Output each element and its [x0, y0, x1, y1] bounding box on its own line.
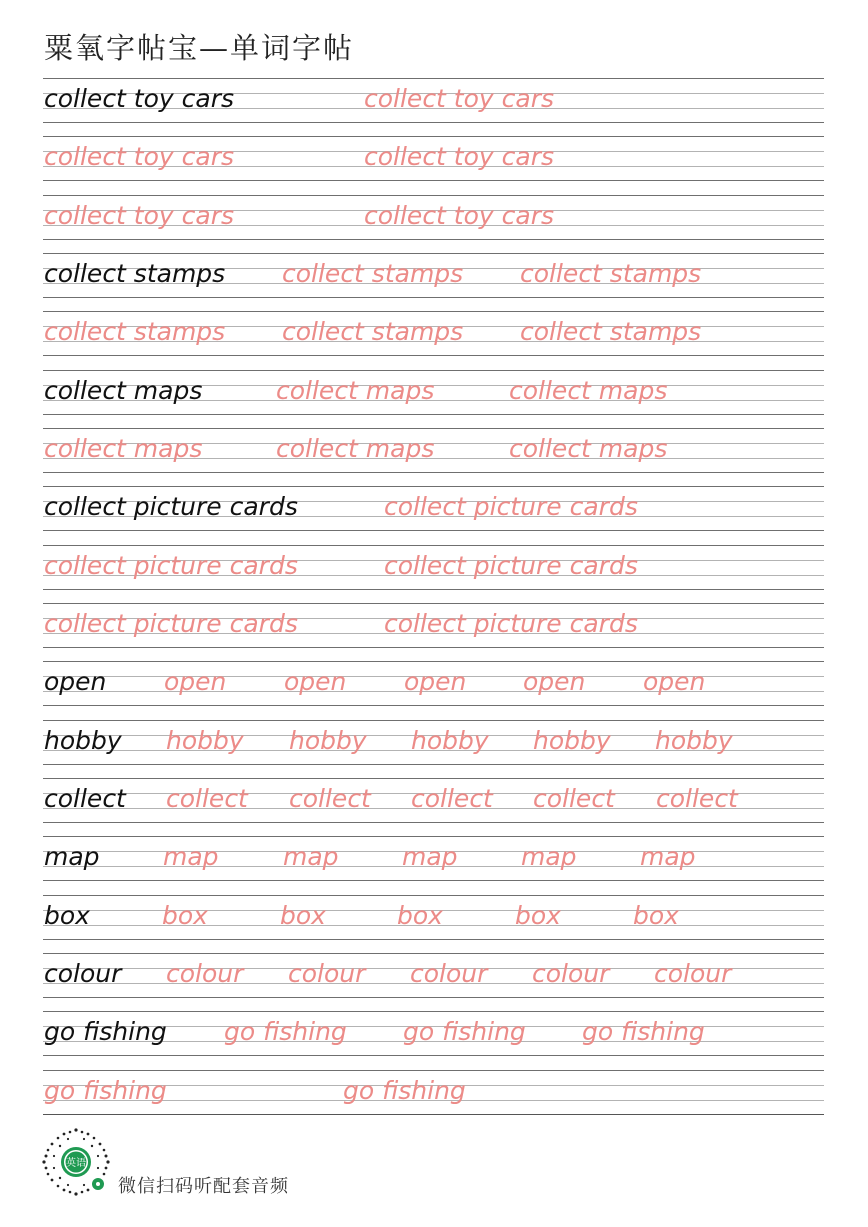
- trace-word: open: [164, 667, 227, 697]
- trace-word: collect picture cards: [44, 608, 298, 638]
- practice-row: [0, 253, 868, 311]
- trace-word: box: [280, 900, 326, 930]
- model-word: collect stamps: [44, 258, 226, 288]
- guide-line: [43, 472, 824, 473]
- trace-word: collect picture cards: [384, 550, 638, 580]
- trace-word: map: [402, 842, 458, 872]
- trace-word: collect maps: [509, 433, 668, 463]
- practice-row: [0, 78, 868, 136]
- trace-word: collect stamps: [520, 317, 702, 347]
- trace-word: collect picture cards: [384, 492, 638, 522]
- trace-word: open: [284, 667, 347, 697]
- trace-word: hobby: [533, 725, 611, 755]
- practice-row: [0, 661, 868, 719]
- guide-line: [43, 545, 824, 546]
- trace-word: map: [521, 842, 577, 872]
- trace-word: map: [640, 842, 696, 872]
- trace-word: collect toy cars: [364, 142, 555, 172]
- trace-word: map: [283, 842, 339, 872]
- model-word: collect: [44, 783, 126, 813]
- guide-line: [43, 997, 824, 998]
- guide-line: [43, 311, 824, 312]
- guide-line: [43, 880, 824, 881]
- trace-word: collect maps: [276, 375, 435, 405]
- trace-word: collect stamps: [282, 258, 464, 288]
- guide-line: [43, 78, 824, 79]
- practice-row: [0, 195, 868, 253]
- trace-word: open: [643, 667, 706, 697]
- guide-line: [43, 414, 824, 415]
- trace-word: colour: [288, 958, 366, 988]
- trace-word: colour: [166, 958, 244, 988]
- trace-word: hobby: [289, 725, 367, 755]
- trace-word: collect picture cards: [384, 608, 638, 638]
- trace-word: collect maps: [509, 375, 668, 405]
- practice-row: [0, 311, 868, 369]
- model-word: hobby: [44, 725, 122, 755]
- guide-line: [43, 939, 824, 940]
- guide-line: [43, 530, 824, 531]
- model-word: collect picture cards: [44, 492, 298, 522]
- model-word: collect maps: [44, 375, 203, 405]
- trace-word: collect: [656, 783, 738, 813]
- trace-word: map: [163, 842, 219, 872]
- practice-row: [0, 836, 868, 894]
- guide-line: [43, 589, 824, 590]
- guide-line: [43, 180, 824, 181]
- guide-line: [43, 253, 824, 254]
- trace-word: go fishing: [44, 1075, 167, 1105]
- trace-word: collect toy cars: [364, 200, 555, 230]
- practice-row: [0, 545, 868, 603]
- trace-word: collect toy cars: [44, 142, 235, 172]
- guide-line: [43, 895, 824, 896]
- guide-line: [43, 1055, 824, 1056]
- trace-word: go fishing: [343, 1075, 466, 1105]
- practice-row: [0, 1011, 868, 1069]
- qr-code-icon[interactable]: [40, 1126, 112, 1198]
- guide-line: [43, 822, 824, 823]
- practice-row: [0, 603, 868, 661]
- guide-line: [43, 720, 824, 721]
- trace-word: box: [162, 900, 208, 930]
- trace-word: collect: [411, 783, 493, 813]
- footer-caption: 微信扫码听配套音频: [118, 1176, 289, 1197]
- practice-row: [0, 895, 868, 953]
- guide-line: [43, 239, 824, 240]
- trace-word: box: [397, 900, 443, 930]
- guide-line: [43, 297, 824, 298]
- model-word: open: [44, 667, 107, 697]
- trace-word: collect: [289, 783, 371, 813]
- trace-word: box: [515, 900, 561, 930]
- guide-line: [43, 953, 824, 954]
- guide-line: [43, 778, 824, 779]
- guide-line: [43, 661, 824, 662]
- practice-row: [0, 720, 868, 778]
- trace-word: collect stamps: [520, 258, 702, 288]
- trace-word: hobby: [166, 725, 244, 755]
- model-word: go fishing: [44, 1017, 167, 1047]
- guide-line: [43, 1011, 824, 1012]
- qr-badge-label: 英语: [66, 1158, 86, 1169]
- trace-word: hobby: [655, 725, 733, 755]
- guide-line: [43, 603, 824, 604]
- practice-row: [0, 778, 868, 836]
- trace-word: collect toy cars: [44, 200, 235, 230]
- guide-line: [43, 355, 824, 356]
- guide-line: [43, 647, 824, 648]
- trace-word: hobby: [411, 725, 489, 755]
- model-word: collect toy cars: [44, 84, 235, 113]
- practice-row: [0, 486, 868, 544]
- model-word: box: [44, 900, 90, 930]
- guide-line: [43, 122, 824, 123]
- guide-line: [43, 836, 824, 837]
- guide-line: [43, 195, 824, 196]
- model-word: map: [44, 842, 100, 872]
- footer: [40, 1126, 440, 1206]
- trace-word: colour: [410, 958, 488, 988]
- trace-word: collect picture cards: [44, 550, 298, 580]
- guide-line: [43, 705, 824, 706]
- trace-word: open: [404, 667, 467, 697]
- page-title: 粟氧字帖宝—单词字帖: [44, 31, 355, 65]
- practice-row: [0, 136, 868, 194]
- trace-word: open: [523, 667, 586, 697]
- guide-line: [43, 136, 824, 137]
- trace-word: collect stamps: [44, 317, 226, 347]
- trace-word: collect maps: [276, 433, 435, 463]
- model-word: colour: [44, 958, 122, 988]
- guide-line: [43, 486, 824, 487]
- practice-row: [0, 1070, 868, 1128]
- practice-row: [0, 953, 868, 1011]
- trace-word: collect: [533, 783, 615, 813]
- guide-line: [43, 370, 824, 371]
- guide-line: [43, 1070, 824, 1071]
- bottom-rule: [43, 1114, 824, 1115]
- guide-line: [43, 428, 824, 429]
- practice-row: [0, 370, 868, 428]
- trace-word: go fishing: [582, 1017, 705, 1047]
- trace-word: colour: [654, 958, 732, 988]
- practice-row: [0, 428, 868, 486]
- trace-word: collect toy cars: [364, 84, 555, 113]
- guide-line: [43, 764, 824, 765]
- trace-word: collect maps: [44, 433, 203, 463]
- trace-word: collect: [166, 783, 248, 813]
- trace-word: go fishing: [224, 1017, 347, 1047]
- trace-word: collect stamps: [282, 317, 464, 347]
- trace-word: colour: [532, 958, 610, 988]
- trace-word: go fishing: [403, 1017, 526, 1047]
- trace-word: box: [633, 900, 679, 930]
